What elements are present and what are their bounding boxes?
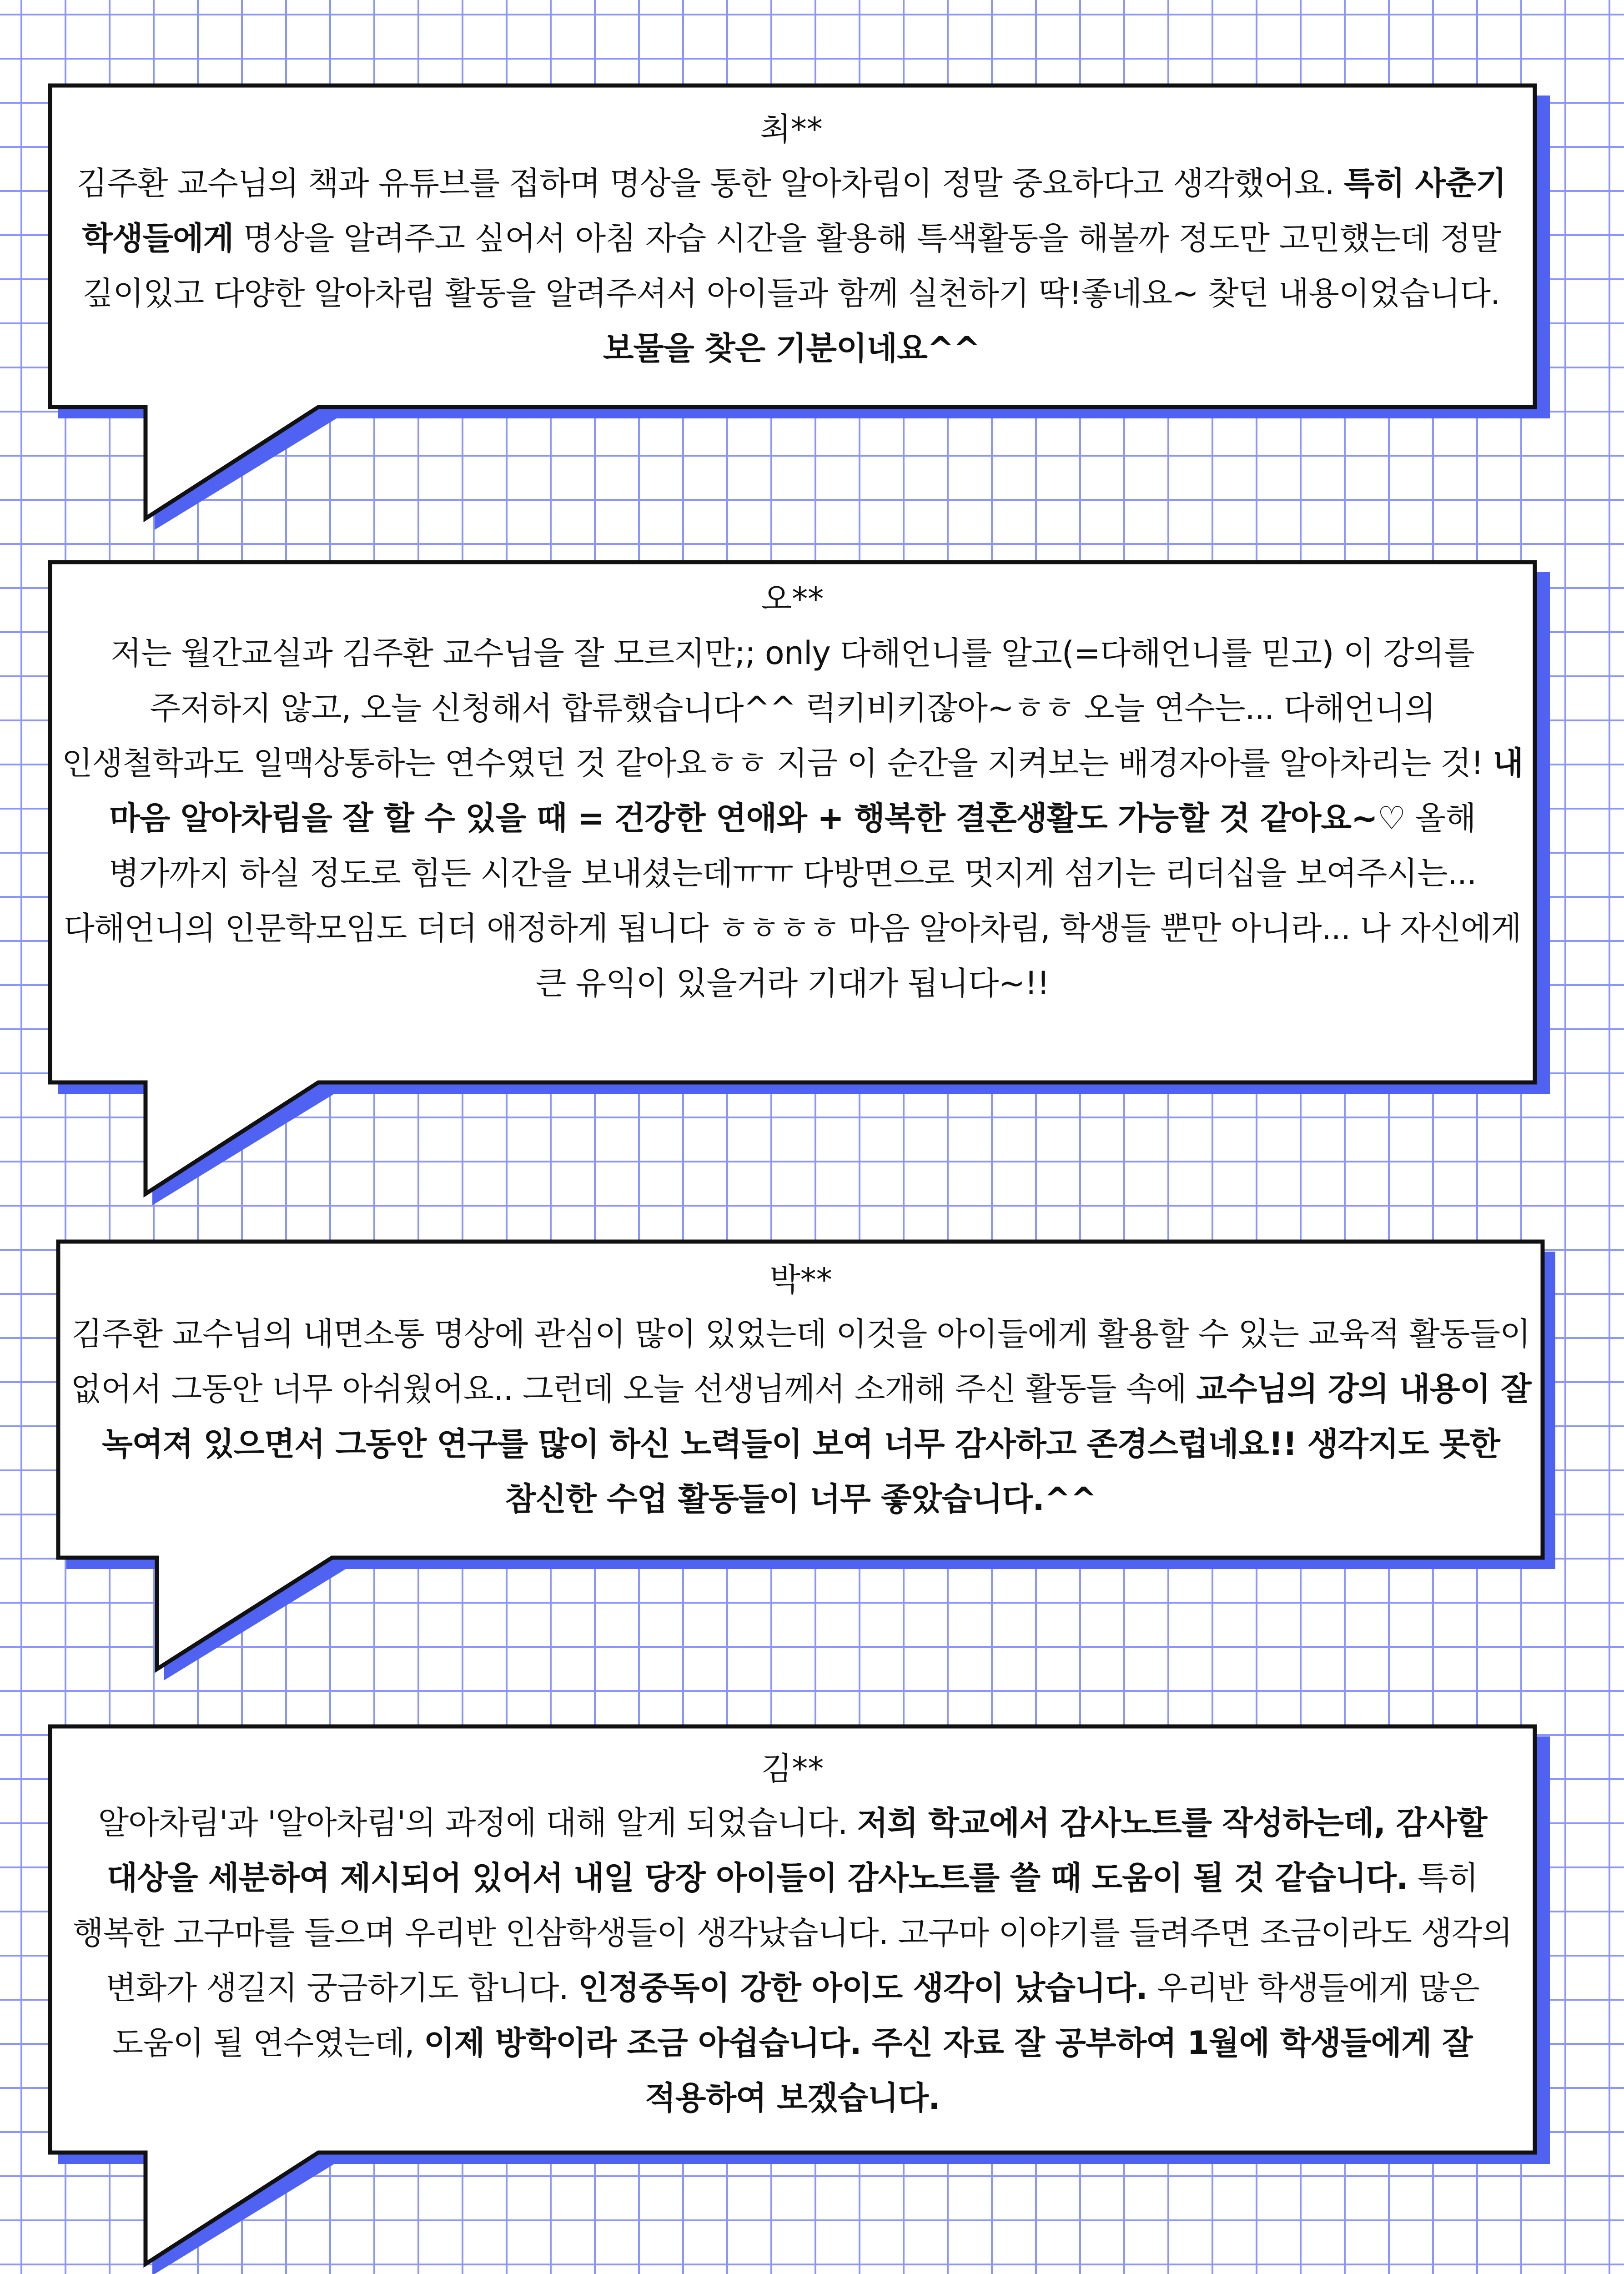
review-text xyxy=(68,1307,1533,1527)
review-text-highlight: 교수님의 강의 내용이 잘 녹여져 있으면서 그동안 연구를 많이 하신 노력들이 보여 너무 감사하고 존경스럽네요!! 생각지도 못한 참신한 수업 활동들이 너무 좋았습니다.^^ xyxy=(102,1370,1531,1518)
review-text xyxy=(59,626,1526,1011)
review-text xyxy=(66,156,1517,376)
review-text-highlight: 특히 사춘기 학생들에게 xyxy=(82,165,1506,257)
reviewer-name: 최** xyxy=(760,111,823,148)
review-text xyxy=(59,1796,1526,2126)
review-text-highlight: 내 마음 알아차림을 잘 할 수 있을 때 = 건강한 연애와 + 행복한 결혼생활도 가능할 것 같아요~ xyxy=(109,745,1523,837)
review-text-segment: ♡ 올해 병가까지 하실 정도로 힘든 시간을 보내셨는데ㅠㅠ 다방면으로 멋지게 섬기는 리더십을 보여주시는... 다해언니의 인문학모임도 더더 애정하게 됩니다 ㅎㅎㅎㅎ 마음 알아차림, 학생들 뿐만 아니라... 나 자신에게 큰 유익이 있을거라 기대가 됩니다~!! xyxy=(64,800,1521,1002)
review-text-segment: 우리반 학생들에게 많은 도움이 될 연수였는데, xyxy=(112,1969,1479,2062)
review-text-highlight: 이제 방학이라 조금 아쉽습니다. 주신 자료 잘 공부하여 1월에 학생들에게 잘 적용하여 보겠습니다. xyxy=(423,2024,1473,2117)
review-card-3 xyxy=(66,1253,1536,1527)
reviewer-name: 박** xyxy=(769,1261,832,1298)
review-text-highlight: 인정중독이 강한 아이도 생각이 났습니다. xyxy=(578,1969,1147,2007)
review-text-segment: 저는 월간교실과 김주환 교수님을 잘 모르지만;; only 다해언니를 알고(=다해언니를 믿고) 이 강의를 주저하지 않고, 오늘 신청해서 합류했습니다^^ 럭키비키잖아~ㅎㅎ 오늘 연수는... 다해언니의 인생철학과도 일맥상통하는 연수였던 것 같아요ㅎㅎ 지금 이 순간을 지켜보는 배경자아를 알아차리는 것! xyxy=(61,634,1493,782)
review-text-highlight: 보물을 찾은 기분이네요^^ xyxy=(603,330,980,367)
review-card-4 xyxy=(57,1742,1528,2126)
reviewer-name: 오** xyxy=(761,580,824,618)
review-text-segment: 특히 행복한 고구마를 들으며 우리반 인삼학생들이 생각났습니다. 고구마 이야기를 들려주면 조금이라도 생각의 변화가 생길지 궁금하기도 합니다. xyxy=(72,1859,1513,2007)
reviewer-name: 김** xyxy=(761,1750,824,1787)
review-text-segment: 김주환 교수님의 책과 유튜브를 접하며 명상을 통한 알아차림이 정말 중요하다고 생각했어요. xyxy=(76,165,1344,202)
review-card-2 xyxy=(57,572,1528,1011)
review-text-segment: 알아차림'과 '알아차림'의 과정에 대해 알게 되었습니다. xyxy=(98,1804,857,1841)
review-card-1 xyxy=(64,102,1519,376)
review-text-highlight: 저희 학교에서 감사노트를 작성하는데, 감사할 대상을 세분하여 제시되어 있어서 내일 당장 아이들이 감사노트를 쓸 때 도움이 될 것 같습니다. xyxy=(106,1804,1487,1897)
review-text-segment: 김주환 교수님의 내면소통 명상에 관심이 많이 있었는데 이것을 아이들에게 활용할 수 있는 교육적 활동들이 없어서 그동안 너무 아쉬웠어요.. 그런데 오늘 선생님께서 소개해 주신 활동들 속에 xyxy=(70,1315,1530,1408)
review-text-segment: 명상을 알려주고 싶어서 아침 자습 시간을 활용해 특색활동을 해볼까 정도만 고민했는데 정말 깊이있고 다양한 알아차림 활동을 알려주셔서 아이들과 함께 실천하기 딱!좋네요~ 찾던 내용이었습니다. xyxy=(82,220,1501,312)
